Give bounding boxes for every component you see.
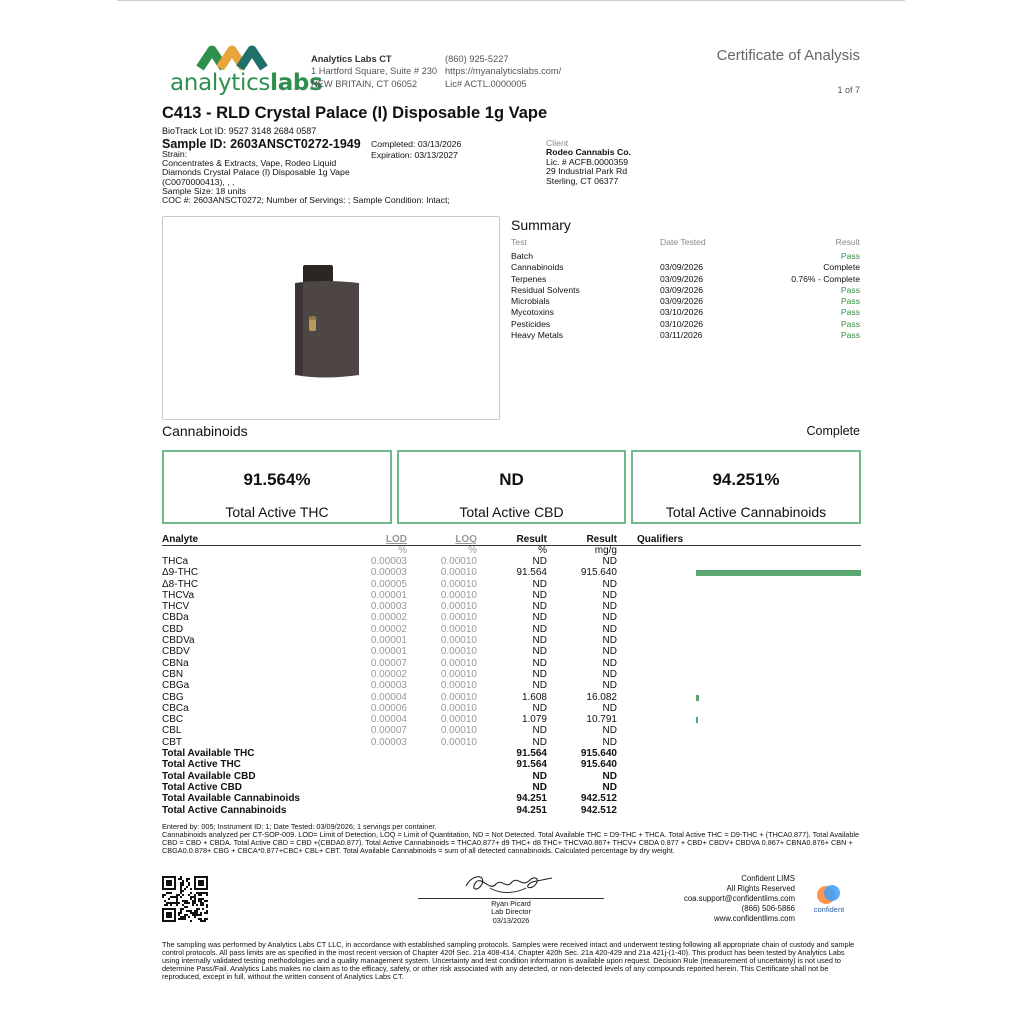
analyte-result-pct: ND: [532, 589, 547, 601]
analyte-name: CBT: [162, 736, 182, 748]
summary-header-date: Date Tested: [660, 237, 706, 247]
summary-result: Pass: [840, 296, 860, 307]
table-row: [162, 737, 861, 748]
total-name: Total Active THC: [162, 759, 241, 771]
analyte-lod: 0.00002: [370, 668, 407, 680]
analyte-name: CBDV: [162, 646, 190, 658]
analyte-name: CBDVa: [162, 635, 195, 647]
analyte-name: CBG: [162, 691, 184, 703]
summary-result: Pass: [840, 307, 860, 318]
table-row: [162, 725, 861, 736]
completed-date: Completed: 03/13/2026: [371, 139, 462, 149]
cannabinoids-title: Cannabinoids: [162, 423, 248, 439]
total-active-thc-card: [162, 450, 392, 524]
client-license: Lic. # ACFB.0000359: [546, 156, 629, 167]
analyte-loq: 0.00010: [440, 556, 477, 567]
summary-result: Pass: [840, 251, 860, 261]
analyte-result-pct: ND: [532, 702, 547, 714]
analyte-lod: 0.00004: [370, 691, 407, 703]
lab-name: Analytics Labs CT: [311, 54, 392, 64]
analyte-result-mg: ND: [602, 680, 617, 692]
summary-test: Cannabinoids: [511, 262, 564, 273]
analyte-result-pct: ND: [532, 623, 547, 635]
analyte-lod: 0.00001: [370, 589, 407, 601]
summary-date: 03/09/2026: [660, 296, 704, 307]
total-active-cbd-value: ND: [499, 470, 524, 489]
confident-phone: (866) 506-5866: [741, 904, 795, 913]
analyte-name: CBL: [162, 725, 182, 737]
vape-device-image: [163, 217, 499, 419]
analyte-lod: 0.00001: [370, 635, 407, 647]
analyte-result-mg: 10.791: [586, 714, 617, 726]
analyte-result-pct: ND: [532, 657, 547, 669]
sample-size: Sample Size: 18 units: [162, 185, 247, 196]
analyte-loq: 0.00010: [440, 657, 477, 669]
total-active-thc-value: 91.564%: [243, 470, 311, 489]
summary-header-test: Test: [511, 237, 527, 247]
analyte-result-mg: ND: [602, 646, 617, 658]
client-label: Client: [546, 138, 569, 148]
total-active-cannabinoids-label: Total Active Cannabinoids: [665, 504, 827, 520]
lab-license: Lic# ACTL.0000005: [445, 78, 527, 89]
summary-result: Pass: [840, 284, 860, 295]
cannabinoid-units-row: [162, 546, 861, 556]
lab-address-2: NEW BRITAIN, CT 06052: [311, 78, 418, 89]
biotrack-lot-id: BioTrack Lot ID: 9527 3148 2684 0587: [162, 126, 317, 136]
total-result-mg: ND: [602, 781, 617, 793]
analyte-result-pct: ND: [532, 635, 547, 647]
table-row: [162, 714, 861, 725]
analyte-lod: 0.00003: [370, 736, 407, 748]
total-active-cannabinoids-card: [631, 450, 861, 524]
qr-code-icon[interactable]: [162, 876, 208, 922]
analyte-bar: [696, 717, 698, 723]
table-row: [162, 579, 861, 590]
analyte-name: Δ9-THC: [162, 567, 199, 579]
analyte-result-pct: ND: [532, 736, 547, 748]
analyte-loq: 0.00010: [440, 691, 477, 703]
summary-test: Heavy Metals: [511, 330, 564, 341]
total-active-cbd-label: Total Active CBD: [459, 504, 564, 520]
analyte-loq: 0.00010: [440, 702, 477, 714]
analyte-loq: 0.00010: [440, 725, 477, 737]
analyte-loq: 0.00010: [440, 668, 477, 680]
analyte-lod: 0.00003: [370, 567, 407, 579]
lab-info: [311, 53, 437, 90]
total-result-pct: 94.251: [516, 804, 547, 816]
confident-email[interactable]: coa.support@confidentlims.com: [683, 894, 795, 903]
analyte-name: CBN: [162, 668, 184, 680]
analyte-name: THCVa: [162, 589, 195, 601]
cannabinoid-table: [162, 534, 861, 816]
unit-result-mg: mg/g: [594, 545, 617, 556]
client-address-1: 29 Industrial Park Rd: [546, 166, 628, 177]
confident-logo-text: confident: [813, 905, 845, 914]
disclaimer: The sampling was performed by Analytics Labs CT LLC, in accordance with established sampling protocols. Samples were received intact and underwent testing following all appropriate chain of custody and sample control protocols. All pass limits are as specified in the most recent version of Chapter 420f Sec. 21a 408-414, Chapter 420h Sec. 21a 420-429 and 21a 421j-(1-40). This product has been tested by Analytics Labs using internally validated testing methodologies and a quality management system. Uncertainty and test condition information is available upon request. Decision Rule (measurement of uncertainty) is not used to determine Pass/Fail. Analytics Labs makes no claim as to the efficacy, safety, or other risk associated with any detected, or non-detected levels of any compounds reported herein. This Certificate shall not be reproduced, except in full, without the written consent of Analytics Labs CT.: [162, 940, 855, 982]
summary-row: [511, 262, 860, 273]
summary-row: [511, 307, 860, 318]
analyte-result-pct: 91.564: [516, 567, 547, 579]
total-result-mg: 942.512: [580, 793, 617, 805]
header-result-mg: Result: [586, 534, 617, 545]
analyte-loq: 0.00010: [440, 589, 477, 601]
analyte-result-pct: ND: [532, 556, 547, 567]
analyte-name: CBDa: [162, 612, 189, 624]
analyte-loq: 0.00010: [440, 646, 477, 658]
table-row: [162, 680, 861, 691]
document-title: Certificate of Analysis: [716, 47, 860, 64]
analyte-result-pct: ND: [532, 680, 547, 692]
analyte-loq: 0.00010: [440, 623, 477, 635]
notes-line-1: Entered by: 005; Instrument ID: 1; Date Tested: 03/09/2026; 1 servings per container.: [162, 822, 437, 831]
analyte-lod: 0.00003: [370, 556, 407, 567]
analyte-result-mg: ND: [602, 623, 617, 635]
summary-result: Complete: [823, 262, 860, 273]
analyte-result-pct: 1.079: [521, 714, 547, 726]
total-active-cbd-card: [397, 450, 626, 524]
product-category: Concentrates & Extracts, Vape, Rodeo Liquid Diamonds Crystal Palace (I) Disposable 1g Vape (C0070000413), , ,: [162, 158, 350, 187]
analyte-loq: 0.00010: [440, 714, 477, 726]
summary-row: [511, 319, 860, 330]
analyte-lod: 0.00006: [370, 702, 407, 714]
analyte-result-mg: ND: [602, 578, 617, 590]
analyte-loq: 0.00010: [440, 612, 477, 624]
lab-phone: (860) 925-5227: [445, 54, 509, 64]
total-row: [162, 805, 861, 816]
signatory-title: Lab Director: [491, 907, 531, 917]
method-notes: [162, 823, 862, 855]
page-number: 1 of 7: [837, 85, 860, 95]
analyte-lod: 0.00003: [370, 601, 407, 613]
notes-line-2: Cannabinoids analyzed per CT-SOP-009. LOD= Limit of Detection, LOQ = Limit of Quantitation, ND = Not Detected. Total Available THC = D9-THC + THCA. Total Active THC = D9-THC + (THCA0.877). Total Available CBD = CBD + CBDA. Total Active CBD = CBD +(CBDA0.877). Total Active Cannabinoids = THCA0.877+ d9 THC+ d8 THC+ THCVA0.867+ THCV+ CBDA 0.877 + CBD+ CBDV+ CBDVA 0.867+ CBNA0.876+ CBN + CBGA0.0.878+ CBG + CBCA*0.877+CBC+ CBL+ CBT. Total Available Cannabinoids = sum of all detected cannabinoids. Calculated percentage by dry weight.: [162, 830, 860, 856]
table-row: [162, 590, 861, 601]
summary-date: 03/09/2026: [660, 262, 704, 273]
confident-line-1: Confident LIMS: [741, 874, 795, 883]
sample-dates: [371, 139, 461, 160]
analyte-result-mg: ND: [602, 657, 617, 669]
summary-test: Microbials: [511, 296, 550, 307]
table-row: [162, 646, 861, 657]
client-name: Rodeo Cannabis Co.: [546, 147, 631, 158]
summary-result: 0.76% - Complete: [791, 273, 860, 284]
analyte-lod: 0.00001: [370, 646, 407, 658]
analyte-result-pct: 1.608: [521, 691, 547, 703]
strain-label: Strain:: [162, 149, 188, 159]
summary-header-row: [511, 237, 860, 251]
analyte-result-mg: ND: [602, 612, 617, 624]
analyte-name: CBCa: [162, 702, 189, 714]
header-lod: LOD: [385, 534, 407, 545]
summary-title: Summary: [511, 217, 571, 233]
summary-row: [511, 285, 860, 296]
expiration-date: Expiration: 03/13/2027: [371, 149, 458, 160]
summary-result: Pass: [840, 330, 860, 341]
header-qualifiers: Qualifiers: [637, 534, 684, 545]
summary-row: [511, 296, 860, 307]
analyte-result-pct: ND: [532, 668, 547, 680]
cannabinoid-header-row: [162, 534, 861, 546]
total-result-pct: 94.251: [516, 793, 547, 805]
summary-date: 03/11/2026: [660, 330, 703, 341]
analyte-loq: 0.00010: [440, 680, 477, 692]
signatory: [418, 900, 604, 925]
analyte-name: CBNa: [162, 657, 189, 669]
summary-date: 03/10/2026: [660, 307, 704, 318]
total-row: [162, 793, 861, 804]
analyte-result-mg: ND: [602, 736, 617, 748]
total-result-mg: 915.640: [580, 748, 617, 760]
cannabinoids-status: Complete: [806, 424, 860, 438]
table-row: [162, 624, 861, 635]
table-row: [162, 567, 861, 578]
table-row: [162, 612, 861, 623]
summary-test: Pesticides: [511, 318, 551, 329]
analyte-name: CBC: [162, 714, 184, 726]
analyte-result-pct: ND: [532, 646, 547, 658]
analyte-result-mg: ND: [602, 556, 617, 567]
total-result-mg: 942.512: [580, 804, 617, 816]
summary-test: Terpenes: [511, 273, 547, 284]
total-name: Total Active Cannabinoids: [162, 804, 287, 816]
confident-line-2: All Rights Reserved: [726, 884, 795, 893]
total-row: [162, 771, 861, 782]
total-row: [162, 782, 861, 793]
total-result-pct: ND: [532, 781, 547, 793]
summary-header-result: Result: [835, 237, 860, 247]
table-row: [162, 601, 861, 612]
total-name: Total Available CBD: [162, 770, 256, 782]
analyte-result-mg: ND: [602, 589, 617, 601]
analyte-name: THCV: [162, 601, 190, 613]
header-result-pct: Result: [516, 534, 547, 545]
analyte-result-mg: 16.082: [586, 691, 617, 703]
unit-result-pct: %: [538, 545, 547, 556]
coc-info: COC #: 2603ANSCT0272; Number of Servings: ; Sample Condition: Intact;: [162, 195, 450, 206]
logo-text: analyticslabs: [170, 70, 323, 96]
summary-result: Pass: [840, 318, 860, 329]
signature-icon: [460, 870, 560, 898]
client-info: [546, 139, 631, 186]
total-result-mg: ND: [602, 770, 617, 782]
analyte-lod: 0.00002: [370, 612, 407, 624]
summary-test: Batch: [511, 251, 533, 261]
confident-website[interactable]: www.confidentlims.com: [713, 914, 795, 923]
analyte-result-mg: ND: [602, 725, 617, 737]
signatory-name: Ryan Picard: [491, 899, 531, 908]
analyte-loq: 0.00010: [440, 578, 477, 590]
total-result-pct: ND: [532, 770, 547, 782]
header-loq: LOQ: [455, 534, 477, 545]
summary-row: [511, 330, 860, 341]
analyte-name: CBGa: [162, 680, 190, 692]
summary-row: [511, 274, 860, 285]
analyte-lod: 0.00005: [370, 578, 407, 590]
analyte-name: CBD: [162, 623, 184, 635]
analyte-result-mg: ND: [602, 668, 617, 680]
analyte-loq: 0.00010: [440, 736, 477, 748]
total-result-mg: 915.640: [580, 759, 617, 771]
table-row: [162, 703, 861, 714]
table-row: [162, 635, 861, 646]
summary-date: 03/09/2026: [660, 284, 704, 295]
confident-lims-info: [640, 874, 795, 924]
lab-website[interactable]: https://myanalyticslabs.com/: [445, 66, 562, 77]
analyte-loq: 0.00010: [440, 635, 477, 647]
analyte-lod: 0.00004: [370, 714, 407, 726]
analyte-result-pct: ND: [532, 601, 547, 613]
unit-lod: %: [398, 545, 407, 556]
analyte-loq: 0.00010: [440, 567, 477, 579]
table-row: [162, 669, 861, 680]
analyte-lod: 0.00007: [370, 657, 407, 669]
analyte-bar: [696, 570, 861, 576]
confident-logo-icon: [806, 883, 852, 907]
analyte-name: Δ8-THC: [162, 578, 199, 590]
total-name: Total Available THC: [162, 748, 255, 760]
product-image-frame: [162, 216, 500, 420]
table-row: [162, 556, 861, 567]
summary-table: [511, 237, 860, 341]
unit-loq: %: [468, 545, 477, 556]
signature-date: 03/13/2026: [492, 915, 530, 925]
total-active-thc-label: Total Active THC: [225, 504, 329, 520]
total-name: Total Available Cannabinoids: [162, 793, 300, 805]
analyte-result-pct: ND: [532, 578, 547, 590]
analyte-loq: 0.00010: [440, 601, 477, 613]
analyte-result-pct: ND: [532, 612, 547, 624]
analyte-result-mg: ND: [602, 702, 617, 714]
product-title: C413 - RLD Crystal Palace (I) Disposable 1g Vape: [162, 104, 548, 122]
total-row: [162, 759, 861, 770]
summary-test: Mycotoxins: [511, 307, 554, 318]
analyte-bar: [696, 695, 699, 701]
lab-contact: [445, 53, 561, 90]
total-result-pct: 91.564: [516, 748, 547, 760]
top-divider: [117, 0, 905, 1]
summary-date: 03/09/2026: [660, 273, 704, 284]
analyte-result-mg: ND: [602, 601, 617, 613]
summary-test: Residual Solvents: [511, 284, 580, 295]
total-active-cannabinoids-value: 94.251%: [712, 470, 780, 489]
lab-address-1: 1 Hartford Square, Suite # 230: [311, 66, 438, 77]
total-result-pct: 91.564: [516, 759, 547, 771]
analyte-lod: 0.00007: [370, 725, 407, 737]
table-row: [162, 692, 861, 703]
total-row: [162, 748, 861, 759]
analyte-result-mg: 915.640: [580, 567, 617, 579]
sample-id: Sample ID: 2603ANSCT0272-1949: [162, 137, 361, 151]
analyte-lod: 0.00002: [370, 623, 407, 635]
summary-row: [511, 251, 860, 262]
header-analyte: Analyte: [162, 534, 199, 545]
summary-date: 03/10/2026: [660, 318, 704, 329]
analyte-result-mg: ND: [602, 635, 617, 647]
table-row: [162, 658, 861, 669]
total-name: Total Active CBD: [162, 781, 243, 793]
analyte-name: THCa: [162, 556, 189, 567]
client-address-2: Sterling, CT 06377: [546, 175, 619, 186]
analyte-lod: 0.00003: [370, 680, 407, 692]
analyte-result-pct: ND: [532, 725, 547, 737]
